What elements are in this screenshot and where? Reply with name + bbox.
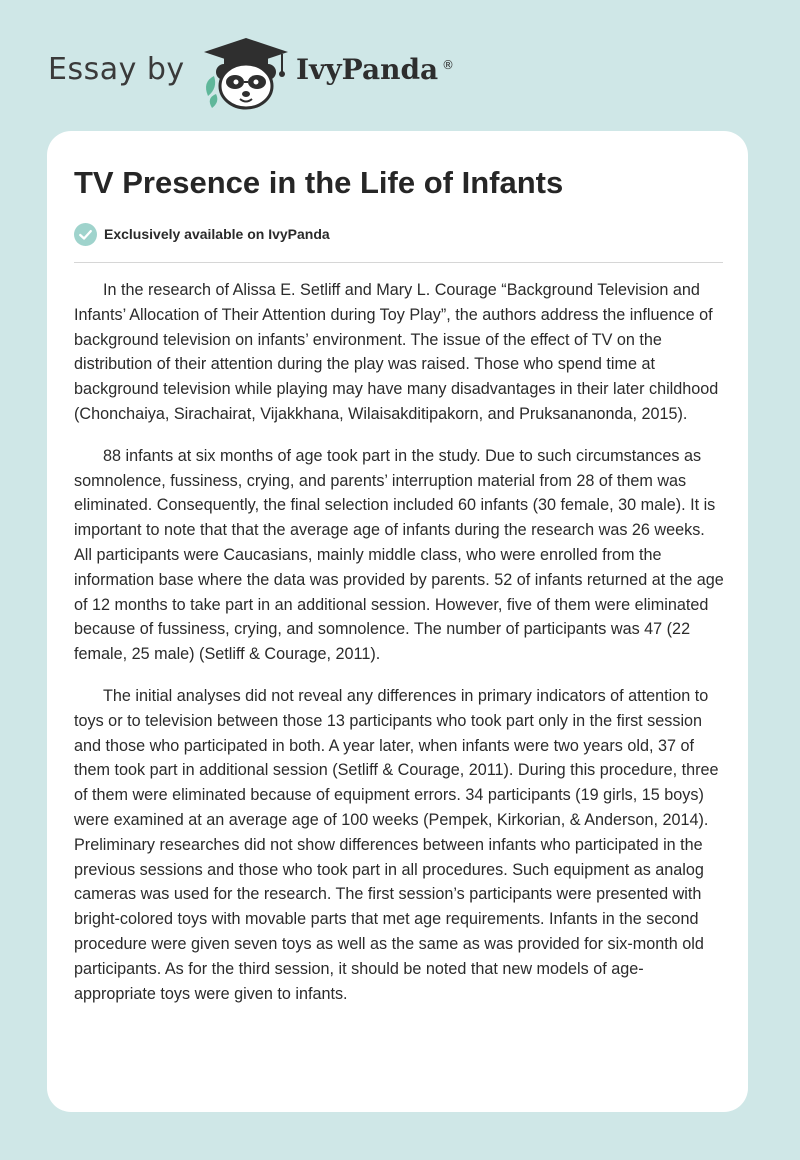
essay-card	[47, 131, 748, 1112]
exclusive-badge	[74, 222, 330, 246]
panda-graduate-icon[interactable]	[200, 36, 292, 110]
paragraph: The initial analyses did not reveal any differences in primary indicators of attention to toys or to television between those 13 participants who took part only in the first session and those who participated in both. A year later, when infants were two years old, 37 of them took part in additional session (Setliff & Courage, 2011). During this procedure, three of them were eliminated because of equipment errors. 34 participants (19 girls, 15 boys) were examined at an average age of 100 weeks (Pempek, Kirkorian, & Anderson, 2014). Preliminary researches did not show differences between infants who participated in the previous sessions and those who took part in all procedures. Such equipment as analog cameras was used for the research. The first session’s participants were presented with bright-colored toys with movable parts that met age requirements. Infants in the second procedure were given seven toys as well as the same as was provided for six-month old participants. As for the third session, it should be noted that new models of age-appropriate toys were given to infants.	[74, 686, 719, 1003]
check-circle-icon	[74, 223, 97, 246]
paragraph: 88 infants at six months of age took part in the study. Due to such circumstances as somnolence, fussiness, crying, and parents’ interruption material from 28 of them was eliminated. Consequently, the final selection included 60 infants (30 female, 30 male). It is important to note that that the average age of infants during the research was 26 weeks. All participants were Caucasians, mainly middle class, who were enrolled from the information base where the data was provided by parents. 52 of infants returned at the age of 12 months to take part in an additional session. However, five of them were eliminated because of fussiness, crying, and somnolence. The number of participants was 47 (22 female, 25 male) (Setliff & Courage, 2011).	[74, 446, 724, 664]
brand-name[interactable]: IvyPanda	[296, 53, 439, 86]
site-header	[0, 0, 800, 130]
essay-by-label: Essay by	[48, 52, 185, 87]
essay-body	[74, 278, 724, 1023]
divider	[74, 262, 723, 263]
page-title: TV Presence in the Life of Infants	[74, 165, 564, 200]
paragraph: In the research of Alissa E. Setliff and Mary L. Courage “Background Television and Infants’ Allocation of Their Attention during Toy Play”, the authors address the influence of background television on infants’ environment. The issue of the effect of TV on the distribution of their attention during the play was raised. Those who spend time at background television while playing may have many disadvantages in their later childhood (Chonchaiya, Sirachairat, Vijakkhana, Wilaisakditipakorn, and Pruksananonda, 2015).	[74, 281, 719, 423]
registered-mark: ®	[442, 58, 454, 72]
exclusive-badge-text: Exclusively available on IvyPanda	[104, 226, 330, 242]
